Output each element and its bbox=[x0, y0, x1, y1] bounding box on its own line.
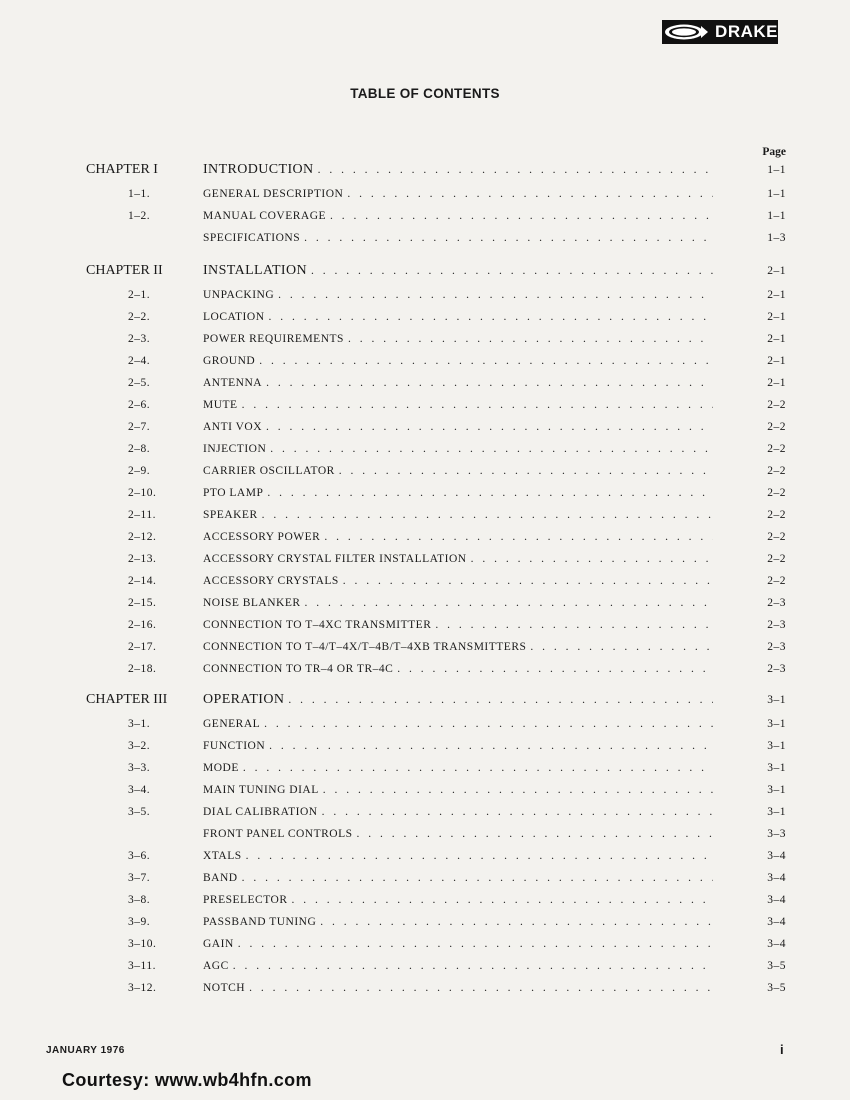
section-number: 3–10. bbox=[128, 938, 157, 950]
section-title: PASSBAND TUNING bbox=[203, 916, 317, 928]
section-number: 3–8. bbox=[128, 894, 151, 906]
section-number: 3–3. bbox=[128, 762, 151, 774]
section-title: FRONT PANEL CONTROLS bbox=[203, 828, 353, 840]
toc-entry-row bbox=[0, 891, 850, 909]
section-entry bbox=[203, 957, 713, 975]
section-number: 2–8. bbox=[128, 443, 151, 455]
section-page: 3–4 bbox=[767, 850, 786, 862]
chapter-row bbox=[0, 262, 850, 280]
toc-entry-row bbox=[0, 825, 850, 843]
section-number: 3–9. bbox=[128, 916, 151, 928]
section-title: GROUND bbox=[203, 355, 256, 367]
dot-leader bbox=[304, 229, 713, 247]
section-entry bbox=[203, 759, 713, 777]
section-page: 3–4 bbox=[767, 938, 786, 950]
section-page: 2–1 bbox=[767, 333, 786, 345]
section-entry bbox=[203, 207, 713, 225]
section-number: 1–2. bbox=[128, 210, 151, 222]
dot-leader bbox=[238, 935, 713, 953]
section-page: 3–5 bbox=[767, 982, 786, 994]
toc-entry-row bbox=[0, 803, 850, 821]
section-number: 2–10. bbox=[128, 487, 157, 499]
section-title: INJECTION bbox=[203, 443, 267, 455]
section-entry bbox=[203, 979, 713, 997]
chapter-title: OPERATION bbox=[203, 692, 285, 707]
dot-leader bbox=[233, 957, 713, 975]
dot-leader bbox=[347, 185, 713, 203]
section-entry bbox=[203, 484, 713, 502]
dot-leader bbox=[343, 572, 713, 590]
section-entry bbox=[203, 185, 713, 203]
section-title: BAND bbox=[203, 872, 238, 884]
section-page: 2–2 bbox=[767, 465, 786, 477]
section-entry bbox=[203, 594, 713, 612]
dot-leader bbox=[397, 660, 713, 678]
section-number: 2–13. bbox=[128, 553, 157, 565]
dot-leader bbox=[324, 528, 713, 546]
dot-leader bbox=[278, 286, 713, 304]
section-number: 2–2. bbox=[128, 311, 151, 323]
section-title: CONNECTION TO TR–4 OR TR–4C bbox=[203, 663, 394, 675]
dot-leader bbox=[249, 979, 713, 997]
section-entry bbox=[203, 803, 713, 821]
section-title: GENERAL DESCRIPTION bbox=[203, 188, 344, 200]
dot-leader bbox=[266, 374, 713, 392]
chapter-page: 1–1 bbox=[767, 164, 786, 176]
dot-leader bbox=[339, 462, 713, 480]
section-page: 2–3 bbox=[767, 597, 786, 609]
section-number: 3–6. bbox=[128, 850, 151, 862]
toc-entry-row bbox=[0, 781, 850, 799]
section-entry bbox=[203, 715, 713, 733]
section-title: FUNCTION bbox=[203, 740, 266, 752]
section-number: 3–7. bbox=[128, 872, 151, 884]
dot-leader bbox=[530, 638, 713, 656]
chapter-title-entry bbox=[203, 262, 713, 280]
section-number: 2–11. bbox=[128, 509, 156, 521]
chapter-row bbox=[0, 161, 850, 179]
toc-entry-row bbox=[0, 550, 850, 568]
dot-leader bbox=[269, 737, 713, 755]
toc-entry-row bbox=[0, 418, 850, 436]
section-title: MANUAL COVERAGE bbox=[203, 210, 327, 222]
section-number: 3–12. bbox=[128, 982, 157, 994]
section-page: 2–2 bbox=[767, 443, 786, 455]
section-page: 2–2 bbox=[767, 531, 786, 543]
section-title: ACCESSORY POWER bbox=[203, 531, 321, 543]
section-page: 2–2 bbox=[767, 487, 786, 499]
dot-leader bbox=[267, 484, 713, 502]
section-entry bbox=[203, 462, 713, 480]
section-entry bbox=[203, 891, 713, 909]
section-page: 2–2 bbox=[767, 509, 786, 521]
section-entry bbox=[203, 737, 713, 755]
footer-page-number: i bbox=[780, 1042, 784, 1057]
section-entry bbox=[203, 440, 713, 458]
dot-leader bbox=[246, 847, 713, 865]
toc-entry-row bbox=[0, 638, 850, 656]
section-title: CONNECTION TO T–4/T–4X/T–4B/T–4XB TRANSMITTERS bbox=[203, 641, 527, 653]
toc-entry-row bbox=[0, 847, 850, 865]
dot-leader bbox=[262, 506, 713, 524]
section-entry bbox=[203, 330, 713, 348]
chapter-label: CHAPTER I bbox=[86, 162, 158, 177]
section-title: AGC bbox=[203, 960, 229, 972]
section-page: 2–2 bbox=[767, 399, 786, 411]
chapter-title: INSTALLATION bbox=[203, 263, 307, 278]
toc-entry-row bbox=[0, 572, 850, 590]
dot-leader bbox=[259, 352, 713, 370]
toc-entry-row bbox=[0, 869, 850, 887]
section-number: 2–7. bbox=[128, 421, 151, 433]
dot-leader bbox=[435, 616, 713, 634]
section-title: XTALS bbox=[203, 850, 242, 862]
dot-leader bbox=[357, 825, 713, 843]
toc-entry-row bbox=[0, 352, 850, 370]
section-title: DIAL CALIBRATION bbox=[203, 806, 318, 818]
section-entry bbox=[203, 528, 713, 546]
section-number: 3–4. bbox=[128, 784, 151, 796]
section-number: 2–12. bbox=[128, 531, 157, 543]
section-number: 2–14. bbox=[128, 575, 157, 587]
section-entry bbox=[203, 286, 713, 304]
section-page: 3–5 bbox=[767, 960, 786, 972]
section-entry bbox=[203, 660, 713, 678]
section-entry bbox=[203, 825, 713, 843]
dot-leader bbox=[471, 550, 713, 568]
section-page: 3–3 bbox=[767, 828, 786, 840]
dot-leader bbox=[311, 262, 713, 280]
section-title: NOTCH bbox=[203, 982, 246, 994]
dot-leader bbox=[320, 913, 713, 931]
toc-entry-row bbox=[0, 484, 850, 502]
dot-leader bbox=[305, 594, 713, 612]
section-entry bbox=[203, 572, 713, 590]
section-page: 3–1 bbox=[767, 762, 786, 774]
section-entry bbox=[203, 352, 713, 370]
section-title: ANTENNA bbox=[203, 377, 263, 389]
section-page: 3–4 bbox=[767, 916, 786, 928]
chapter-title-entry bbox=[203, 161, 713, 179]
section-number: 2–18. bbox=[128, 663, 157, 675]
section-page: 2–1 bbox=[767, 355, 786, 367]
section-number: 2–16. bbox=[128, 619, 157, 631]
toc-entry-row bbox=[0, 528, 850, 546]
section-number: 2–5. bbox=[128, 377, 151, 389]
chapter-page: 3–1 bbox=[767, 694, 786, 706]
section-title: ACCESSORY CRYSTAL FILTER INSTALLATION bbox=[203, 553, 467, 565]
section-title: CARRIER OSCILLATOR bbox=[203, 465, 335, 477]
section-page: 3–1 bbox=[767, 806, 786, 818]
toc-entry-row bbox=[0, 229, 850, 247]
section-entry bbox=[203, 847, 713, 865]
section-page: 2–3 bbox=[767, 641, 786, 653]
toc-entry-row bbox=[0, 440, 850, 458]
section-page: 2–3 bbox=[767, 663, 786, 675]
dot-leader bbox=[266, 418, 713, 436]
section-page: 3–1 bbox=[767, 784, 786, 796]
toc-entry-row bbox=[0, 330, 850, 348]
courtesy-credit: Courtesy: www.wb4hfn.com bbox=[62, 1070, 312, 1090]
chapter-page: 2–1 bbox=[767, 265, 786, 277]
section-entry bbox=[203, 418, 713, 436]
dot-leader bbox=[269, 308, 714, 326]
section-number: 2–9. bbox=[128, 465, 151, 477]
page-column-header: Page bbox=[762, 146, 786, 158]
toc-entry-row bbox=[0, 660, 850, 678]
section-title: POWER REQUIREMENTS bbox=[203, 333, 344, 345]
section-number: 2–1. bbox=[128, 289, 151, 301]
section-title: CONNECTION TO T–4XC TRANSMITTER bbox=[203, 619, 432, 631]
section-number: 2–17. bbox=[128, 641, 157, 653]
section-entry bbox=[203, 781, 713, 799]
section-page: 3–4 bbox=[767, 894, 786, 906]
section-page: 2–1 bbox=[767, 289, 786, 301]
toc-entry-row bbox=[0, 737, 850, 755]
chapter-title-entry bbox=[203, 691, 713, 709]
chapter-title: INTRODUCTION bbox=[203, 162, 314, 177]
dot-leader bbox=[322, 803, 713, 821]
dot-leader bbox=[264, 715, 713, 733]
section-title: PTO LAMP bbox=[203, 487, 264, 499]
toc-entry-row bbox=[0, 506, 850, 524]
section-entry bbox=[203, 374, 713, 392]
section-entry bbox=[203, 308, 713, 326]
section-title: PRESELECTOR bbox=[203, 894, 288, 906]
dot-leader bbox=[243, 759, 713, 777]
chapter-label: CHAPTER II bbox=[86, 263, 163, 278]
section-title: ANTI VOX bbox=[203, 421, 263, 433]
section-page: 3–4 bbox=[767, 872, 786, 884]
section-number: 3–11. bbox=[128, 960, 156, 972]
toc-entry-row bbox=[0, 935, 850, 953]
section-page: 1–1 bbox=[767, 188, 786, 200]
dot-leader bbox=[292, 891, 713, 909]
section-page: 2–2 bbox=[767, 553, 786, 565]
section-number: 3–5. bbox=[128, 806, 151, 818]
toc-entry-row bbox=[0, 308, 850, 326]
section-title: GAIN bbox=[203, 938, 234, 950]
section-number: 3–2. bbox=[128, 740, 151, 752]
toc-entry-row bbox=[0, 207, 850, 225]
toc-entry-row bbox=[0, 979, 850, 997]
section-entry bbox=[203, 506, 713, 524]
section-title: LOCATION bbox=[203, 311, 265, 323]
toc-entry-row bbox=[0, 374, 850, 392]
section-entry bbox=[203, 229, 713, 247]
footer-date: JANUARY 1976 bbox=[46, 1045, 125, 1056]
section-title: MODE bbox=[203, 762, 239, 774]
toc-entry-row bbox=[0, 462, 850, 480]
section-entry bbox=[203, 869, 713, 887]
toc-entry-row bbox=[0, 759, 850, 777]
section-entry bbox=[203, 396, 713, 414]
section-page: 2–2 bbox=[767, 421, 786, 433]
section-title: UNPACKING bbox=[203, 289, 275, 301]
section-entry bbox=[203, 616, 713, 634]
toc-entry-row bbox=[0, 396, 850, 414]
section-number: 1–1. bbox=[128, 188, 151, 200]
section-page: 2–1 bbox=[767, 377, 786, 389]
section-number: 3–1. bbox=[128, 718, 151, 730]
section-entry bbox=[203, 638, 713, 656]
dot-leader bbox=[323, 781, 713, 799]
drake-emblem-icon bbox=[662, 20, 709, 44]
chapter-label: CHAPTER III bbox=[86, 692, 168, 707]
dot-leader bbox=[242, 396, 713, 414]
section-number: 2–3. bbox=[128, 333, 151, 345]
section-page: 3–1 bbox=[767, 718, 786, 730]
logo-brand-text: DRAKE bbox=[715, 22, 778, 41]
section-title: MAIN TUNING DIAL bbox=[203, 784, 319, 796]
section-title: ACCESSORY CRYSTALS bbox=[203, 575, 339, 587]
section-title: NOISE BLANKER bbox=[203, 597, 301, 609]
section-page: 2–3 bbox=[767, 619, 786, 631]
section-title: SPEAKER bbox=[203, 509, 258, 521]
section-number: 2–6. bbox=[128, 399, 151, 411]
toc-entry-row bbox=[0, 286, 850, 304]
drake-logo bbox=[662, 20, 778, 44]
section-page: 3–1 bbox=[767, 740, 786, 752]
dot-leader bbox=[288, 691, 713, 709]
section-entry bbox=[203, 935, 713, 953]
page-title: TABLE OF CONTENTS bbox=[350, 86, 500, 101]
toc-entry-row bbox=[0, 957, 850, 975]
toc-entry-row bbox=[0, 715, 850, 733]
chapter-row bbox=[0, 691, 850, 709]
section-entry bbox=[203, 913, 713, 931]
section-page: 2–1 bbox=[767, 311, 786, 323]
dot-leader bbox=[348, 330, 713, 348]
dot-leader bbox=[330, 207, 713, 225]
section-page: 1–3 bbox=[767, 232, 786, 244]
section-entry bbox=[203, 550, 713, 568]
section-title: GENERAL bbox=[203, 718, 261, 730]
toc-entry-row bbox=[0, 616, 850, 634]
section-number: 2–15. bbox=[128, 597, 157, 609]
section-number: 2–4. bbox=[128, 355, 151, 367]
section-page: 2–2 bbox=[767, 575, 786, 587]
dot-leader bbox=[318, 161, 713, 179]
section-page: 1–1 bbox=[767, 210, 786, 222]
toc-entry-row bbox=[0, 185, 850, 203]
section-title: MUTE bbox=[203, 399, 238, 411]
toc-entry-row bbox=[0, 913, 850, 931]
dot-leader bbox=[270, 440, 713, 458]
section-title: SPECIFICATIONS bbox=[203, 232, 301, 244]
toc-entry-row bbox=[0, 594, 850, 612]
dot-leader bbox=[242, 869, 713, 887]
